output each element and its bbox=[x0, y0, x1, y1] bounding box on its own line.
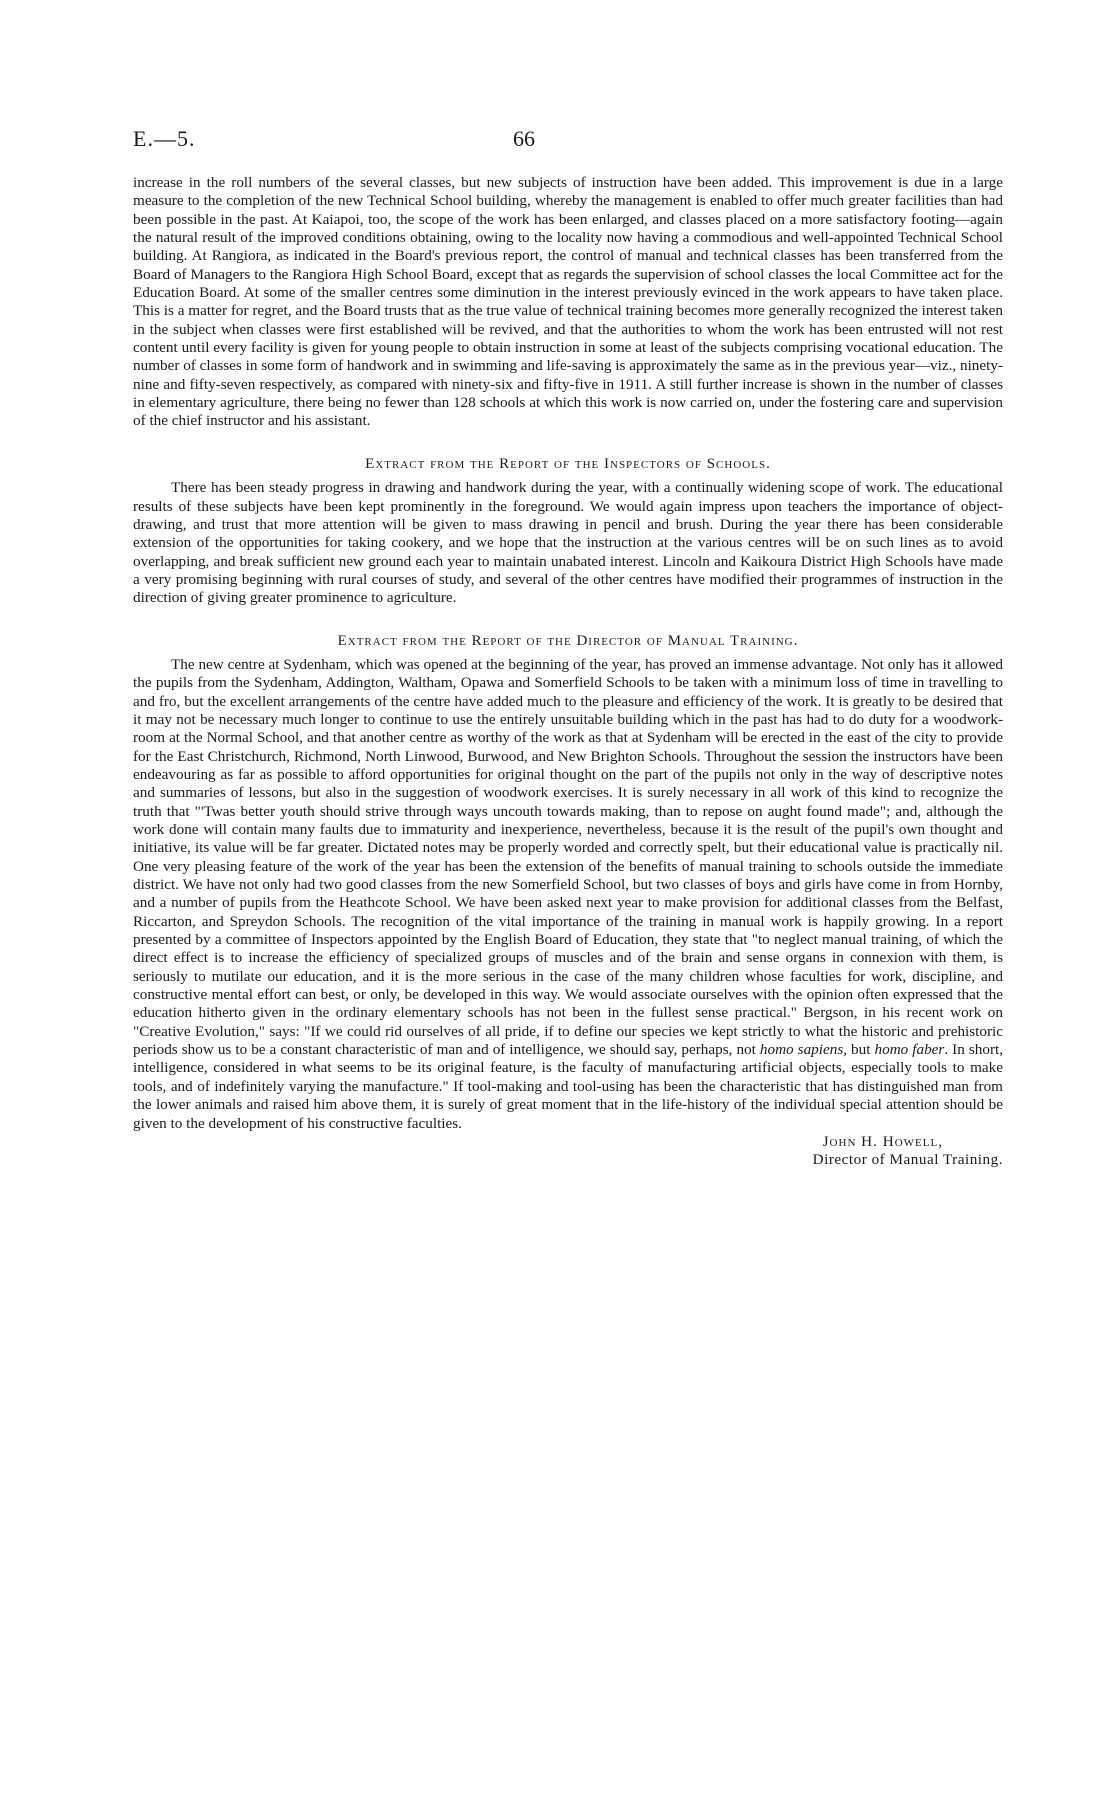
director-text-mid: , but bbox=[843, 1041, 875, 1059]
italic-term-homo-sapiens: homo sapiens bbox=[759, 1041, 844, 1059]
running-header bbox=[133, 126, 1003, 156]
report-reference: E.—5. bbox=[133, 126, 196, 151]
inspectors-report-heading: Extract from the Report of the Inspectors of Schools. bbox=[365, 455, 771, 472]
signatory-title: Director of Manual Training. bbox=[812, 1151, 1003, 1169]
director-text-end: . In short, intelligence, considered in what seems to be its original feature, is the faculty of manufacturing artificial objects, especially tools to make tools, and of indefinitely varying the manufacture." If tool-making and tool-using has been the characteristic that has distinguished man from the lower animals and raised him above them, it is surely of great moment that in the life-history of the individual special attention should be given to the development of his constructive faculties. bbox=[133, 1041, 1004, 1132]
italic-term-homo-faber: homo faber bbox=[874, 1041, 945, 1059]
director-text-start: The new centre at Sydenham, which was opened at the beginning of the year, has proved an immense advantage. Not only has it allowed the pupils from the Sydenham, Addington, Waltham, Opawa and Somerfield Schools to be taken with a minimum loss of time in travelling to and fro, but the excellent arrangements of the centre have added much to the pleasure and efficiency of the work. It is greatly to be desired that it may not be necessary much longer to continue to use the entirely unsuitable building which in the past has had to do duty for a woodwork-room at the Normal School, and that another centre as worthy of the work as that at Sydenham will be erected in the east of the city to provide for the East Christchurch, Richmond, North Linwood, Burwood, and New Brighton Schools. Throughout the session the instructors have been endeavouring as far as possible to afford opportunities for original thought on the part of the pupils not only in the way of descriptive notes and summaries of lessons, but also in the suggestion of woodwork exercises. It is surely necessary in all work of this kind to recognize the truth that "'Twas better youth should strive through ways uncouth towards making, than to repose on aught found made"; and, although the work done will contain many faults due to immaturity and inexperience, nevertheless, because it is the result of the pupil's own thought and initiative, its value will be far greater. Dictated notes may be properly worded and correctly spelt, but their educational value is practically nil. One very pleasing feature of the work of the year has been the extension of the benefits of manual training to schools outside the immediate district. We have not only had two good classes from the new Somerfield School, but two classes of boys and girls have come in from Hornby, and a number of pupils from the Heathcote School. We have been asked next year to make provision for additional classes from the Belfast, Riccarton, and Spreydon Schools. The recognition of the vital importance of the training in manual work is happily growing. In a report presented by a committee of Inspectors appointed by the English Board of Education, they state that "to neglect manual training, of which the direct effect is to increase the efficiency of specialized groups of muscles and of the brain and sense organs in connexion with them, is seriously to mutilate our education, and it is the more serious in the case of the many children whose faculties for work, discipline, and constructive mental effort can best, or only, be developed in this way. We would associate ourselves with the opinion often expressed that the education hitherto given in the ordinary elementary schools has not been in the fullest sense practical." Bergson, in his recent work on "Creative Evolution," says: "If we could rid ourselves of all pride, if to define our species we kept strictly to what the historic and prehistoric periods show us to be a constant characteristic of man and of intelligence, we should say, perhaps, not bbox=[133, 655, 1003, 1059]
continuing-paragraph: increase in the roll numbers of the several classes, but new subjects of instruction have been added. This improvement is due in a large measure to the completion of the new Technical School building, whereby the management is enabled to offer much greater facilities than had been possible in the past. At Kaiapoi, too, the scope of the work has been enlarged, and classes placed on a more satisfactory footing—again the natural result of the improved conditions obtaining, owing to the locality now having a commodious and well-appointed Technical School building. At Rangiora, as indicated in the Board's previous report, the control of manual and technical classes has been transferred from the Board of Managers to the Rangiora High School Board, except that as regards the supervision of school classes the local Committee act for the Education Board. At some of the smaller centres some diminution in the interest previously evinced in the work appears to have taken place. This is a matter for regret, and the Board trusts that as the true value of technical training becomes more generally recognized the interest taken in the subject when classes were first established will be revived, and that the authorities to whom the work has been entrusted will not rest content until every facility is given for young people to obtain instruction in some at least of the subjects comprising vocational education. The number of classes in some form of handwork and in swimming and life-saving is approximately the same as in the previous year—viz., ninety-nine and fifty-seven respectively, as compared with ninety-six and fifty-five in 1911. A still further increase is shown in the number of classes in elementary agriculture, there being no fewer than 128 schools at which this work is now carried on, under the fostering care and supervision of the chief instructor and his assistant. bbox=[133, 174, 1003, 430]
director-report-heading: Extract from the Report of the Director of Manual Training. bbox=[337, 632, 799, 649]
page-content bbox=[133, 174, 1003, 1170]
signatory-name: John H. Howell, bbox=[822, 1132, 943, 1150]
page-number: 66 bbox=[513, 126, 535, 151]
director-report-paragraph bbox=[133, 656, 1003, 1133]
inspectors-report-paragraph: There has been steady progress in drawing and handwork during the year, with a continually widening scope of work. The educational results of these subjects have been kept prominently in the foreground. We would again impress upon teachers the importance of object-drawing, and trust that more attention will be given to mass drawing in pencil and brush. During the year there has been considerable extension of the opportunities for taking cookery, and we hope that the instruction at the various centres will be on such lines as to avoid overlapping, and break sufficient new ground each year to maintain unabated interest. Lincoln and Kaikoura District High Schools have made a very promising beginning with rural courses of study, and several of the other centres have modified their programmes of instruction in the direction of giving greater prominence to agriculture. bbox=[133, 479, 1003, 607]
